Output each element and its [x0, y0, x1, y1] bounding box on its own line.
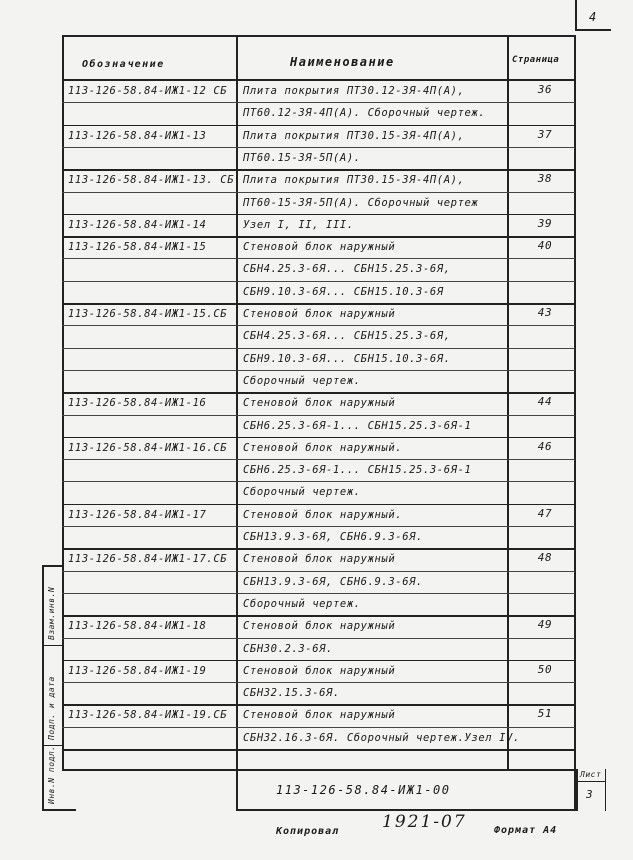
row-divider: [62, 125, 575, 127]
side-stamp-sign-date: Подп. и дата: [47, 676, 56, 740]
row-designation: 113-126-58.84-ИЖ1-15: [68, 241, 207, 254]
sheet-label: Лист: [580, 770, 602, 779]
row-name-line: СБН32.16.3-6Я. Сборочный чертеж.Узел IV.: [243, 731, 520, 744]
row-name-line: Стеновой блок наружный: [243, 709, 396, 722]
row-name-line: СБН9.10.3-6Я... СБН15.10.3-6Я.: [243, 352, 451, 365]
row-designation: 113-126-58.84-ИЖ1-17: [68, 508, 207, 521]
row-page-number: 50: [537, 662, 553, 676]
row-name-line: Сборочный чертеж.: [243, 486, 361, 499]
row-name-line: СБН32.15.3-6Я.: [243, 687, 340, 700]
row-page-number: 36: [537, 83, 553, 96]
side-stamp-border: [42, 809, 76, 811]
row-name-line: Стеновой блок наружный: [243, 664, 396, 677]
row-designation: 113-126-58.84-ИЖ1-12 СБ: [68, 85, 228, 97]
row-designation: 113-126-58.84-ИЖ1-18: [68, 620, 207, 633]
row-name-line: СБН13.9.3-6Я, СБН6.9.3-6Я.: [243, 531, 423, 543]
row-page-number: 43: [537, 306, 553, 319]
row-name-line: ПТ60.15-3Я-5П(А).: [243, 151, 361, 164]
row-divider: [62, 638, 575, 639]
row-name-line: СБН6.25.3-6Я-1... СБН15.25.3-6Я-1: [243, 464, 472, 477]
row-name-line: ПТ60-15-3Я-5П(А). Сборочный чертеж: [243, 196, 479, 209]
title-block-divider: [576, 769, 578, 811]
row-divider: [62, 392, 575, 394]
row-divider: [62, 660, 575, 662]
row-name-line: Стеновой блок наружный: [243, 397, 396, 410]
row-name-line: СБН30.2.3-6Я.: [243, 642, 333, 655]
row-divider: [62, 325, 575, 326]
sheet-corner-number: 4: [589, 10, 597, 24]
header-page: Страница: [512, 55, 560, 65]
row-page-number: 44: [537, 395, 553, 409]
row-divider: [62, 192, 575, 193]
row-name-line: Плита покрытия ПТ30.15-3Я-4П(А),: [243, 174, 465, 187]
title-block-border: [605, 769, 606, 811]
row-name-line: СБН4.25.3-6Я... СБН15.25.3-6Я,: [243, 330, 451, 343]
title-block-top: [62, 769, 575, 771]
column-divider: [236, 35, 238, 810]
side-stamp-inv-orig: Инв.N подл.: [47, 745, 56, 804]
row-page-number: 47: [537, 506, 553, 520]
row-name-line: Узел I, II, III.: [243, 218, 354, 231]
row-divider: [62, 682, 575, 683]
row-divider: [62, 147, 575, 148]
copied-label: Копировал: [276, 826, 340, 837]
row-name-line: Сборочный чертеж.: [243, 597, 361, 610]
row-name-line: Стеновой блок наружный: [243, 553, 396, 566]
row-name-line: СБН6.25.3-6Я-1... СБН15.25.3-6Я-1: [243, 419, 472, 432]
row-divider: [62, 526, 575, 527]
row-name-line: Плита покрытия ПТ30.12-3Я-4П(А),: [243, 85, 465, 97]
sheet-corner-border: [575, 29, 611, 31]
row-page-number: 39: [537, 216, 553, 230]
row-designation: 113-126-58.84-ИЖ1-16: [68, 397, 207, 410]
row-divider: [62, 348, 575, 349]
document-code: 113-126-58.84-ИЖ1-00: [276, 783, 451, 797]
row-divider: [62, 415, 575, 416]
row-divider: [62, 727, 575, 728]
row-name-line: Стеновой блок наружный: [243, 241, 396, 254]
row-name-line: СБН13.9.3-6Я, СБН6.9.3-6Я.: [243, 575, 423, 588]
row-divider: [62, 281, 575, 282]
row-divider: [62, 258, 575, 259]
row-designation: 113-126-58.84-ИЖ1-19.СБ: [68, 709, 228, 722]
side-stamp-divider: [42, 645, 62, 646]
row-page-number: 49: [537, 618, 553, 632]
row-page-number: 51: [537, 707, 553, 721]
row-name-line: Стеновой блок наружный.: [243, 508, 403, 521]
row-page-number: 38: [537, 172, 553, 186]
sheet-corner-border: [575, 0, 577, 30]
title-block-divider: [576, 781, 606, 782]
row-divider: [62, 236, 575, 238]
table-border-right: [574, 35, 576, 810]
row-designation: 113-126-58.84-ИЖ1-17.СБ: [68, 553, 228, 566]
row-page-number: 48: [537, 551, 553, 565]
row-divider: [62, 481, 575, 482]
row-designation: 113-126-58.84-ИЖ1-13: [68, 129, 207, 142]
row-name-line: ПТ60.12-3Я-4П(А). Сборочный чертеж.: [243, 107, 486, 120]
row-page-number: 46: [537, 439, 553, 453]
row-divider: [62, 459, 575, 460]
title-block-bottom: [236, 809, 576, 811]
row-divider: [62, 504, 575, 506]
row-divider: [62, 548, 575, 550]
row-name-line: Стеновой блок наружный.: [243, 441, 403, 454]
row-name-line: СБН4.25.3-6Я... СБН15.25.3-6Я,: [243, 263, 451, 276]
side-stamp-border: [42, 565, 44, 810]
row-divider: [62, 437, 575, 439]
handwritten-number: 1921-07: [382, 812, 467, 832]
sheet-number: 3: [586, 788, 594, 801]
side-stamp-inv-repl: Взам.инв.N: [47, 586, 56, 640]
row-designation: 113-126-58.84-ИЖ1-14: [68, 218, 207, 231]
row-divider: [62, 615, 575, 617]
row-designation: 113-126-58.84-ИЖ1-15.СБ: [68, 308, 228, 320]
row-designation: 113-126-58.84-ИЖ1-16.СБ: [68, 441, 228, 454]
row-name-line: Плита покрытия ПТ30.15-3Я-4П(А),: [243, 129, 465, 142]
table-border-top: [62, 35, 575, 37]
row-divider: [62, 303, 575, 305]
row-name-line: Стеновой блок наружный: [243, 620, 396, 633]
format-label: Формат А4: [494, 825, 558, 836]
header-name: Наименование: [290, 55, 395, 69]
row-divider: [62, 571, 575, 572]
row-divider: [62, 370, 575, 371]
side-stamp-border: [42, 565, 62, 567]
row-divider: [62, 169, 575, 171]
row-page-number: 40: [537, 239, 553, 253]
row-page-number: 37: [537, 127, 553, 141]
row-designation: 113-126-58.84-ИЖ1-13. СБ: [68, 174, 235, 187]
header-designation: Обозначение: [82, 59, 165, 70]
row-name-line: СБН9.10.3-6Я... СБН15.10.3-6Я: [243, 285, 444, 298]
row-divider: [62, 593, 575, 594]
row-name-line: Сборочный чертеж.: [243, 374, 361, 387]
row-divider: [62, 704, 575, 706]
row-divider: [62, 214, 575, 216]
header-divider: [62, 79, 575, 81]
row-divider: [62, 749, 575, 751]
row-divider: [62, 102, 575, 103]
row-name-line: Стеновой блок наружный: [243, 308, 396, 320]
row-designation: 113-126-58.84-ИЖ1-19: [68, 664, 207, 677]
